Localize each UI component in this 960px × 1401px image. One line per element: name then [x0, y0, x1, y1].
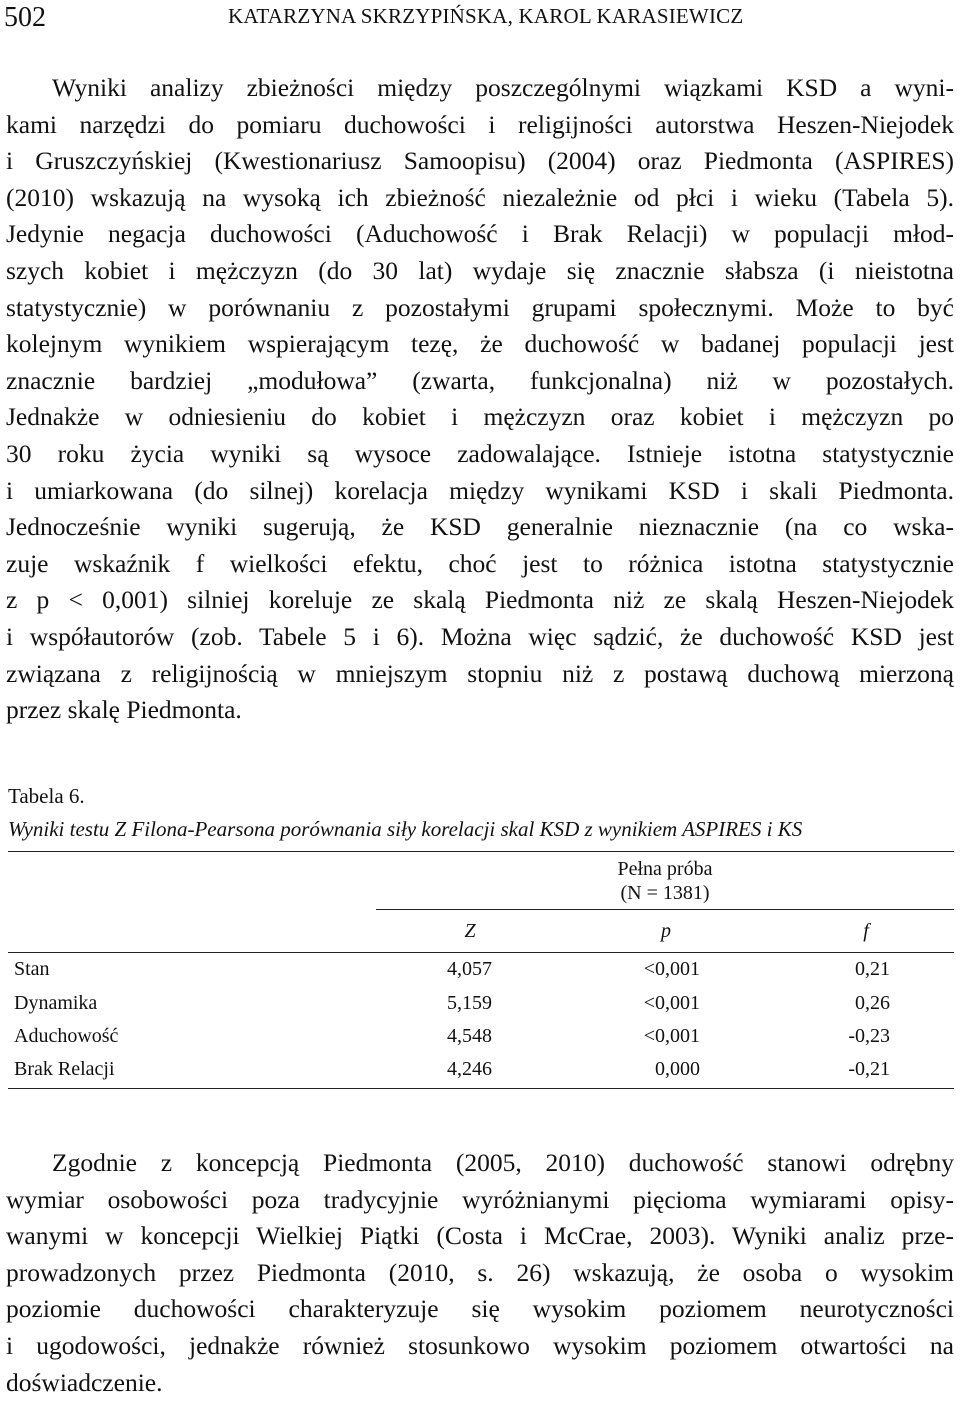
table-top-rule — [8, 851, 954, 852]
row-label: Stan — [14, 958, 50, 980]
cell-p: <0,001 — [643, 992, 700, 1014]
cell-p: <0,001 — [643, 1025, 700, 1047]
row-label: Aduchowość — [14, 1025, 119, 1047]
column-header-f: f — [863, 920, 869, 942]
paragraph-line: przez skalę Piedmonta. — [6, 695, 242, 725]
paragraph-line: i ugodowości, jednakże również stosunkowo wysokim poziomem otwartości na — [6, 1330, 954, 1360]
paragraph-line: (2010) wskazują na wysoką ich zbieżność niezależnie od płci i wieku (Tabela 5). — [6, 182, 954, 212]
cell-p: 0,000 — [655, 1058, 700, 1080]
paragraph-line: 30 roku życia wyniki są wysoce zadowalające. Istnieje istotna statystycznie — [6, 438, 954, 468]
paragraph-line: kami narzędzi do pomiaru duchowości i religijności autorstwa Heszen-Niejodek — [6, 109, 954, 139]
paragraph-line: z p < 0,001) silniej koreluje ze skalą Piedmonta niż ze skalą Heszen-Niejodek — [6, 585, 954, 615]
cell-z: 4,548 — [447, 1025, 492, 1047]
paragraph-line: wanymi w koncepcji Wielkiej Piątki (Costa i McCrae, 2003). Wyniki analiz prze- — [6, 1221, 954, 1251]
cell-f: -0,23 — [848, 1025, 890, 1047]
table-label: Tabela 6. — [8, 784, 85, 808]
table-bottom-rule — [8, 1088, 954, 1089]
cell-f: -0,21 — [848, 1058, 890, 1080]
group-header-line-1: Pełna próba — [617, 858, 713, 880]
column-header-rule — [8, 952, 954, 953]
paragraph-line: i umiarkowana (do silnej) korelacja między wynikami KSD i skali Piedmonta. — [6, 475, 954, 505]
page-header — [0, 0, 960, 40]
paragraph-line: związana z religijnością w mniejszym stopniu niż z postawą duchową mierzoną — [6, 658, 954, 688]
row-label: Brak Relacji — [14, 1058, 115, 1080]
paragraph-line: znacznie bardziej „modułowa” (zwarta, funkcjonalna) niż w pozostałych. — [6, 365, 954, 395]
table-caption: Wyniki testu Z Filona-Pearsona porównania siły korelacji skal KSD z wynikiem ASPIRES i KS — [8, 817, 803, 841]
paragraph-line: statystycznie) w porównaniu z pozostałymi grupami społecznymi. Może to być — [6, 292, 954, 322]
paragraph-line: doświadczenie. — [6, 1367, 163, 1397]
paragraph-line: wymiar osobowości poza tradycyjnie wyróżnianymi pięcioma wymiarami opisy- — [6, 1184, 954, 1214]
page-number: 502 — [4, 2, 46, 33]
body-paragraph-2 — [6, 1145, 954, 1401]
column-header-p: p — [661, 920, 671, 942]
running-head: KATARZYNA SKRZYPIŃSKA, KAROL KARASIEWICZ — [228, 4, 744, 28]
paragraph-line: i współautorów (zob. Tabele 5 i 6). Można więc sądzić, że duchowość KSD jest — [6, 621, 954, 651]
cell-z: 4,057 — [447, 958, 492, 980]
body-paragraph-1 — [6, 70, 954, 729]
column-header-z: Z — [464, 920, 476, 942]
cell-p: <0,001 — [643, 958, 700, 980]
cell-f: 0,26 — [855, 992, 890, 1014]
row-label: Dynamika — [14, 992, 98, 1014]
paragraph-line: zuje wskaźnik f wielkości efektu, choć jest to różnica istotna statystycznie — [6, 548, 954, 578]
group-header-line-2: (N = 1381) — [620, 882, 710, 904]
cell-z: 4,246 — [447, 1058, 492, 1080]
paragraph-line: Zgodnie z koncepcją Piedmonta (2005, 2010) duchowość stanowi odrębny — [52, 1148, 954, 1177]
paragraph-line: Jednocześnie wyniki sugerują, że KSD generalnie nieznacznie (na co wska- — [6, 512, 954, 542]
paragraph-line: prowadzonych przez Piedmonta (2010, s. 26) wskazują, że osoba o wysokim — [6, 1257, 954, 1287]
cell-z: 5,159 — [447, 992, 492, 1014]
paragraph-line: Jedynie negacja duchowości (Aduchowość i Brak Relacji) w populacji młod- — [6, 219, 954, 249]
paragraph-line: poziomie duchowości charakteryzuje się wysokim poziomem neurotyczności — [6, 1294, 954, 1324]
cell-f: 0,21 — [855, 958, 890, 980]
paragraph-line: Jednakże w odniesieniu do kobiet i mężczyzn oraz kobiet i mężczyzn po — [6, 402, 954, 432]
paragraph-line: szych kobiet i mężczyzn (do 30 lat) wydaje się znacznie słabsza (i nieistotna — [6, 255, 954, 285]
group-header-rule — [376, 909, 954, 910]
paragraph-line: Wyniki analizy zbieżności między poszczególnymi wiązkami KSD a wyni- — [52, 73, 954, 102]
paragraph-line: i Gruszczyńskiej (Kwestionariusz Samoopisu) (2004) oraz Piedmonta (ASPIRES) — [6, 146, 954, 176]
paragraph-line: kolejnym wynikiem wspierającym tezę, że duchowość w badanej populacji jest — [6, 329, 954, 359]
